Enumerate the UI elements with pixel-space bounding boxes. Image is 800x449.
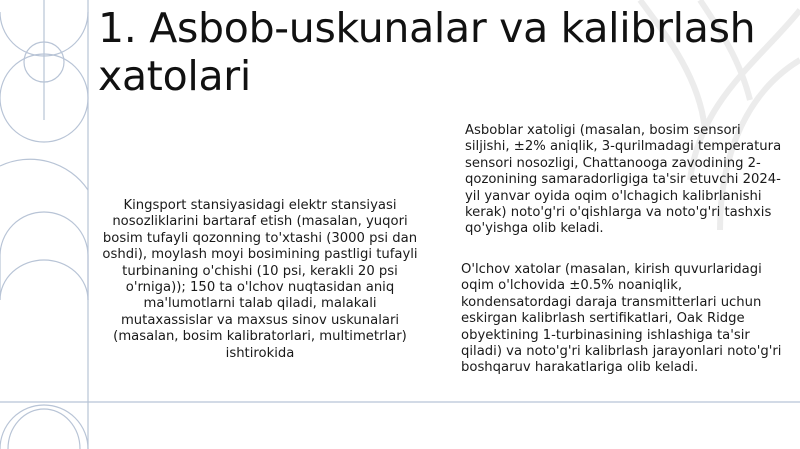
deco-arch-mid	[0, 212, 88, 300]
deco-circle-small	[24, 42, 64, 82]
slide-title: 1. Asbob-uskunalar va kalibrlash xatolari	[98, 4, 756, 100]
deco-arc-bottom	[0, 405, 88, 449]
left-paragraph: Kingsport stansiyasidagi elektr stansiyasi nosozliklarini bartaraf etish (masalan, yuqori bosim tufayli qozonning to'xtashi (3000 psi dan oshdi), moylash moyi bosimining pastligi tufayli turbinaning o'chishi (10 psi, kerakli 20 psi o'rniga)); 150 ta o'lchov nuqtasidan aniq ma'lumotlarni talab qiladi, malakali mutaxassislar va maxsus sinov uskunalari (masalan, bosim kalibratorlari, multimetrlar) ishtirokida	[102, 198, 418, 361]
deco-arc-left	[0, 159, 88, 190]
deco-arc-bottom-inner	[8, 409, 80, 449]
right-paragraph-measurement-errors: O'lchov xatolar (masalan, kirish quvurlaridagi oqim o'lchovida ±0.5% noaniqlik, kondensatordagi daraja transmitterlari uchun eskirgan kalibrlash sertifikatlari, Oak Ridge obyektining 1-turbinasining ishlashiga ta'sir qiladi) va noto'g'ri kalibrlash jarayonlari noto'g'ri boshqaruv harakatlariga olib keladi.	[461, 262, 782, 376]
deco-arc-mid	[0, 260, 88, 300]
right-paragraph-instrument-errors: Asboblar xatoligi (masalan, bosim sensori siljishi, ±2% aniqlik, 3-qurilmadagi temperatura sensori nosozligi, Chattanooga zavodining 2-qozonining samaradorligiga ta'sir etuvchi 2024-yil yanvar oyida oqim o'lchagich kalibrlanishi kerak) noto'g'ri o'qishlarga va noto'g'ri tashxis qo'yishga olib keladi.	[465, 123, 782, 237]
deco-circle-large	[0, 54, 88, 142]
deco-arc-top	[0, 12, 88, 56]
